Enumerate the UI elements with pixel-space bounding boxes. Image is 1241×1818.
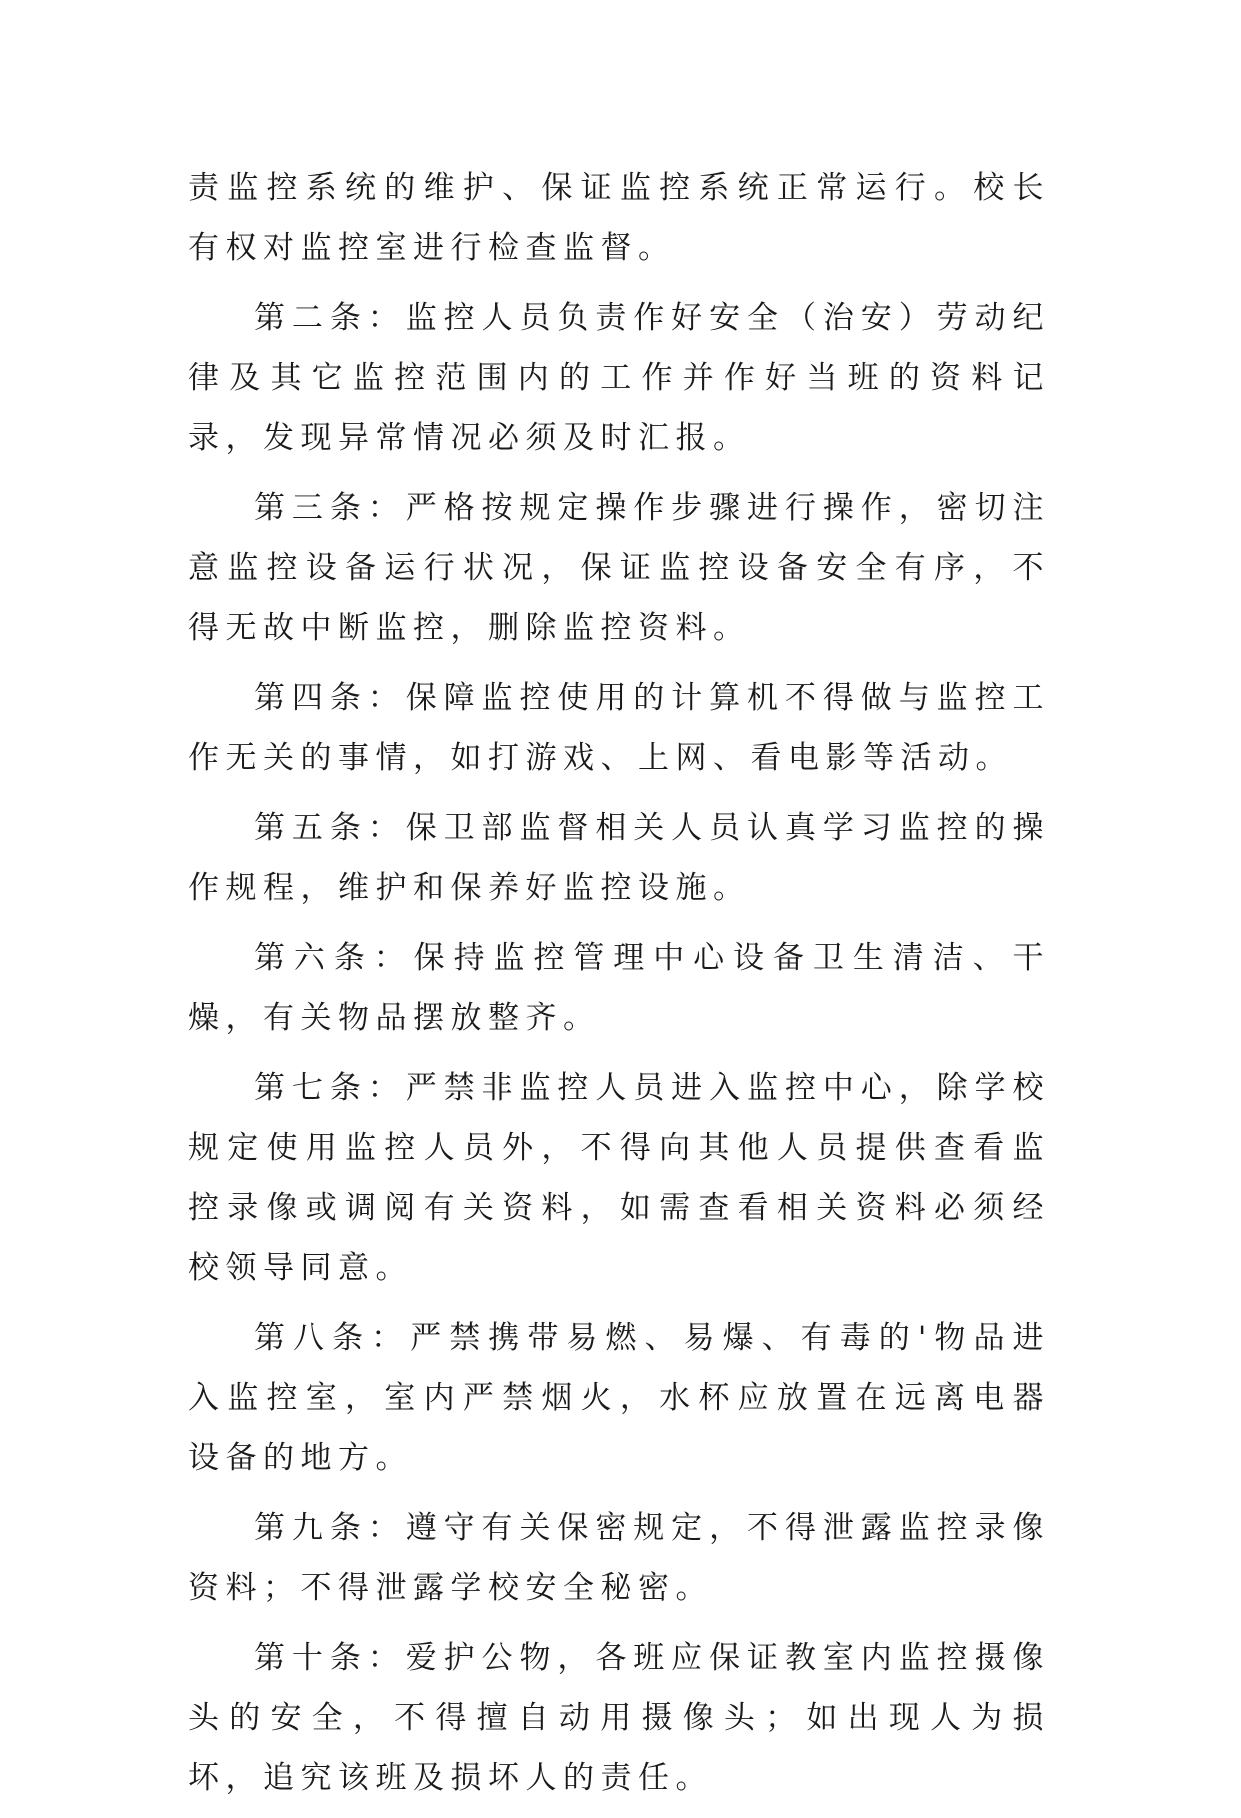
paragraph-continuation: 责监控系统的维护、保证监控系统正常运行。校长有权对监控室进行检查监督。	[188, 170, 1050, 266]
article-2: 第二条：监控人员负责作好安全（治安）劳动纪律及其它监控范围内的工作并作好当班的资料记录，发现异常情况必须及时汇报。	[188, 300, 1050, 456]
article-9: 第九条：遵守有关保密规定，不得泄露监控录像资料；不得泄露学校安全秘密。	[188, 1510, 1050, 1606]
article-8: 第八条：严禁携带易燃、易爆、有毒的'物品进入监控室，室内严禁烟火，水杯应放置在远离电器设备的地方。	[188, 1320, 1050, 1476]
article-10: 第十条：爱护公物，各班应保证教室内监控摄像头的安全，不得擅自动用摄像头；如出现人为损坏，追究该班及损坏人的责任。	[188, 1640, 1050, 1796]
document-body	[188, 158, 1050, 1818]
article-7: 第七条：严禁非监控人员进入监控中心，除学校规定使用监控人员外，不得向其他人员提供查看监控录像或调阅有关资料，如需查看相关资料必须经校领导同意。	[188, 1070, 1050, 1286]
article-5: 第五条：保卫部监督相关人员认真学习监控的操作规程，维护和保养好监控设施。	[188, 810, 1050, 906]
article-6: 第六条：保持监控管理中心设备卫生清洁、干燥，有关物品摆放整齐。	[188, 940, 1050, 1036]
article-4: 第四条：保障监控使用的计算机不得做与监控工作无关的事情，如打游戏、上网、看电影等活动。	[188, 680, 1050, 776]
article-3: 第三条：严格按规定操作步骤进行操作，密切注意监控设备运行状况，保证监控设备安全有序，不得无故中断监控，删除监控资料。	[188, 490, 1050, 646]
